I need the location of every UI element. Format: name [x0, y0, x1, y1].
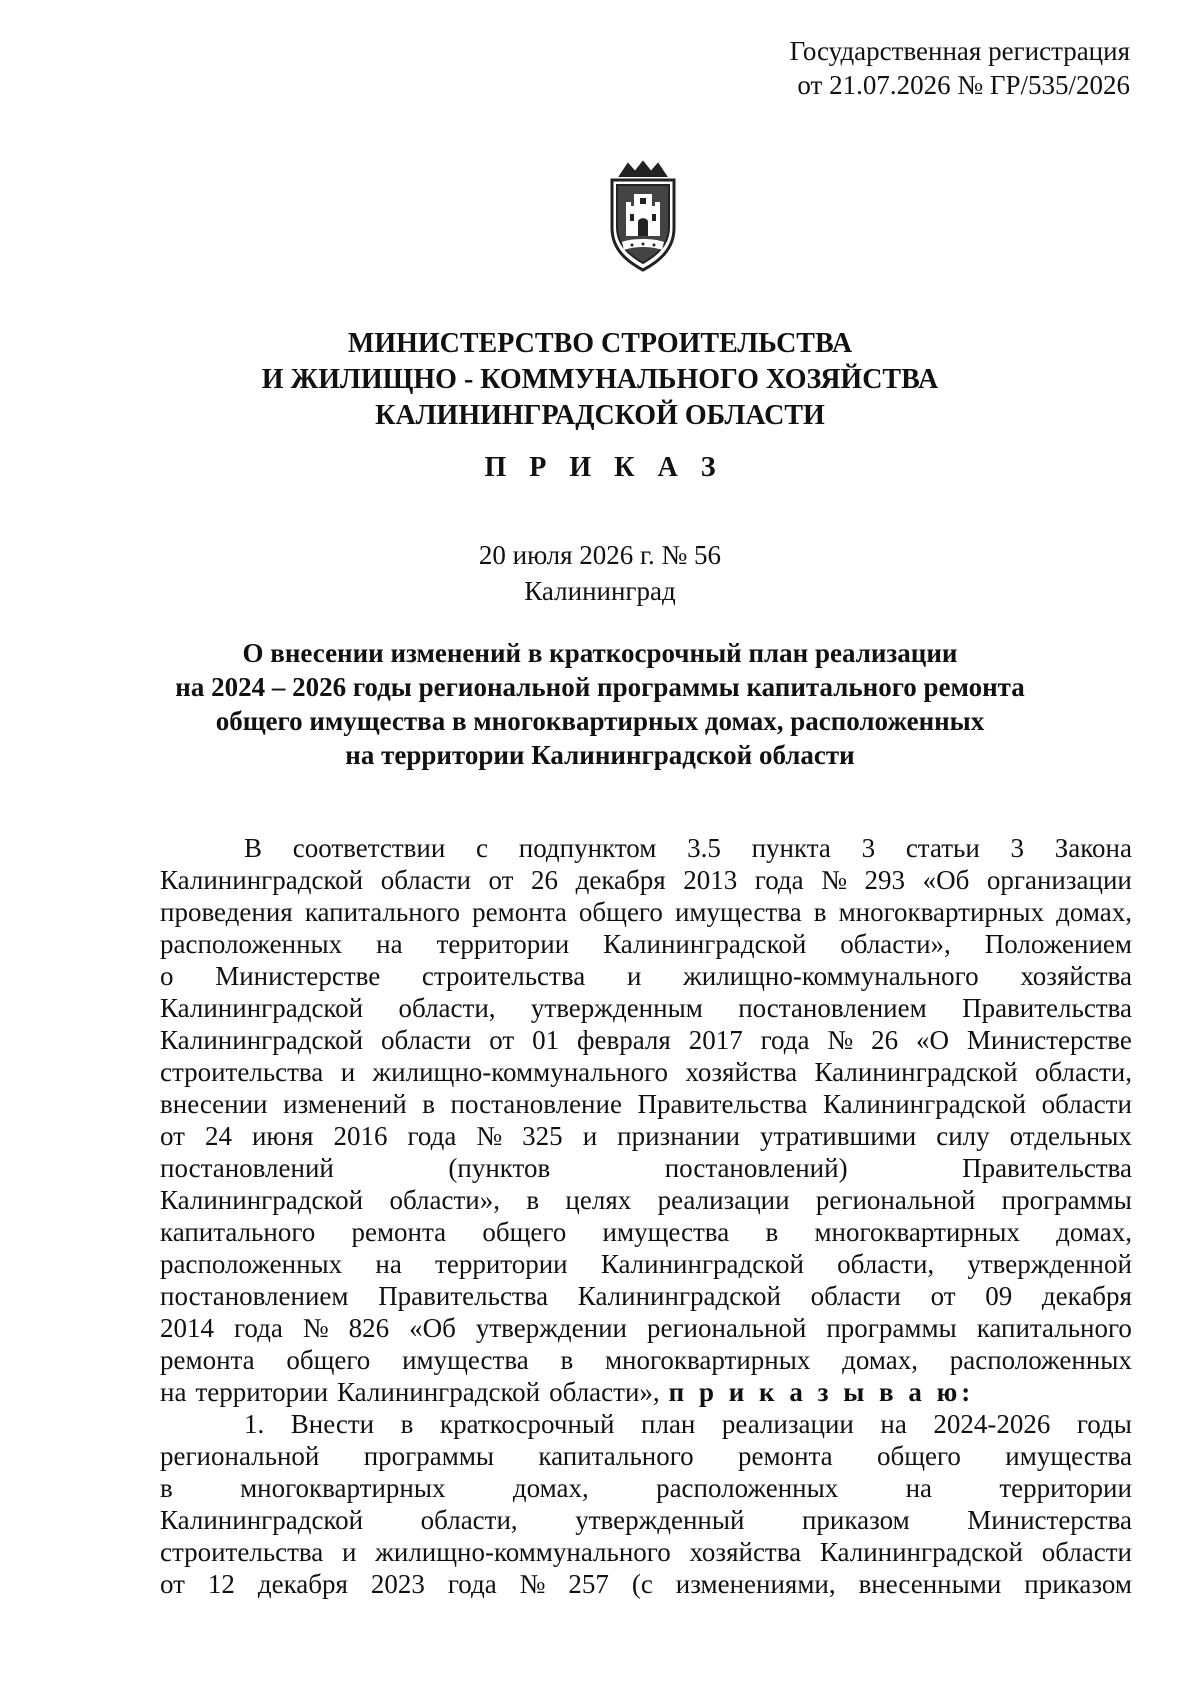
body-word: соответствии [292, 833, 446, 863]
body-word: Калининградской [819, 1537, 1023, 1567]
body-word: на [375, 1249, 402, 1279]
body-word: хозяйства [685, 1057, 798, 1087]
body-word: Калининградской [822, 1089, 1027, 1119]
body-word: территории [435, 1249, 568, 1279]
body-text-line [160, 1504, 1132, 1536]
body-word: территории [195, 1377, 329, 1407]
body-word: Внести [290, 1409, 375, 1439]
subject-line: на территории Калининградской области [345, 740, 855, 770]
coat-of-arms-kaliningrad-region-icon [598, 158, 688, 276]
body-word: Калининградской [577, 1281, 781, 1311]
body-word: (пунктов [448, 1153, 551, 1183]
order-subject [0, 636, 1200, 772]
body-word: на [880, 1409, 907, 1439]
body-word: территории [436, 929, 570, 959]
body-word: «Об [922, 865, 970, 895]
subject-line: О внесении изменений в краткосрочный план реализации [242, 638, 958, 668]
body-text-line [160, 1440, 1132, 1472]
body-text-line [160, 1408, 1132, 1440]
body-word: ремонта [160, 1345, 255, 1375]
body-word: капитального [160, 1217, 316, 1247]
body-text-line [160, 896, 1132, 928]
body-word: «Об [409, 1313, 456, 1343]
body-word: 2013 [683, 865, 738, 895]
body-word: Закона [1054, 833, 1132, 863]
body-word: программы [1001, 1185, 1132, 1215]
body-word: 2023 [370, 1569, 425, 1599]
body-word: домах, [512, 1473, 589, 1503]
body-word: изменениями, [675, 1569, 836, 1599]
body-word: пункта [751, 833, 831, 863]
body-word: целях [565, 1185, 632, 1215]
body-word: капитального [976, 1313, 1132, 1343]
body-word: расположенных [949, 1345, 1132, 1375]
body-word: области [381, 1025, 472, 1055]
body-word: 3.5 [687, 833, 721, 863]
body-word: о [160, 961, 174, 991]
order-body [160, 832, 1132, 1600]
body-word: хозяйства [1020, 961, 1132, 991]
body-word: Правительства [962, 993, 1132, 1023]
body-word: от [489, 1025, 515, 1055]
order-city: Калининград [524, 576, 676, 606]
body-word: от [930, 1281, 956, 1311]
body-word: области», [840, 929, 951, 959]
body-text-line [160, 960, 1132, 992]
registration-title: Государственная регистрация [789, 36, 1130, 66]
body-word: 26 [871, 1025, 899, 1055]
body-word: статьи [905, 833, 980, 863]
body-word: от [160, 1121, 185, 1151]
body-word: 325 [522, 1121, 563, 1151]
registration-number: от 21.07.2026 № ГР/535/2026 [797, 70, 1130, 100]
body-word: 09 [985, 1281, 1013, 1311]
body-word: капитального [304, 897, 461, 927]
body-word: 826 [348, 1313, 390, 1343]
body-word: многоквартирных [604, 1345, 811, 1375]
body-word: общего [482, 1217, 567, 1247]
body-text-line [160, 1024, 1132, 1056]
body-word: в [560, 1345, 574, 1375]
body-text-line [160, 832, 1132, 864]
body-word: с [476, 833, 489, 863]
body-word: постановлений [160, 1153, 334, 1183]
body-word: на [160, 1377, 187, 1407]
body-word: декабря [1041, 1281, 1132, 1311]
body-word: имущества [602, 1217, 730, 1247]
body-word: в [765, 1217, 779, 1247]
body-text-line [160, 1120, 1132, 1152]
body-text-line [160, 1248, 1132, 1280]
body-word: области, [837, 1249, 935, 1279]
body-word: имущества [402, 1345, 529, 1375]
body-word: Калининградской [337, 1377, 541, 1407]
body-word: Калининградской [160, 865, 364, 895]
body-word: и [342, 1537, 357, 1567]
document-type: П Р И К А З [484, 452, 724, 483]
body-word: 24 [204, 1121, 232, 1151]
body-word: 2014 [160, 1313, 214, 1343]
body-word: и [582, 1121, 598, 1151]
body-word: года [760, 1025, 810, 1055]
body-word: организации [986, 865, 1132, 895]
body-word: области [380, 865, 471, 895]
body-word: общего [578, 897, 663, 927]
body-word: «О [915, 1025, 949, 1055]
body-word: от [488, 865, 514, 895]
body-word: 01 [532, 1025, 560, 1055]
body-word: приказом [801, 1505, 910, 1535]
body-word: многоквартирных [814, 1217, 1020, 1247]
body-word: Правительства [962, 1153, 1132, 1183]
body-word: программы [826, 1313, 957, 1343]
body-word: жилищно-коммунального [372, 1057, 669, 1087]
body-word: февраля [576, 1025, 671, 1055]
body-word: домах, [1056, 897, 1132, 927]
body-word: от [160, 1569, 185, 1599]
body-text-line [160, 1184, 1132, 1216]
body-word: в [400, 1409, 414, 1439]
body-word: на [905, 1473, 933, 1503]
body-word: года [447, 1569, 497, 1599]
body-word: внесенными [858, 1569, 1002, 1599]
body-word: капитального [538, 1441, 694, 1471]
body-word: № [519, 1569, 546, 1599]
state-registration-stamp [790, 34, 1130, 102]
body-word: утверждении [475, 1313, 627, 1343]
body-word: региональной [815, 1185, 976, 1215]
body-word: имущества [674, 897, 802, 927]
ministry-name-line: МИНИСТЕРСТВО СТРОИТЕЛЬСТВА [347, 328, 853, 359]
body-word: подпунктом [518, 833, 657, 863]
body-word: утвержденной [967, 1249, 1132, 1279]
body-text-line [160, 1280, 1132, 1312]
body-word: Правительства [378, 1281, 549, 1311]
body-text-line [160, 1568, 1132, 1600]
subject-line: на 2024 – 2026 годы региональной программы капитального ремонта [175, 672, 1025, 702]
body-word: Правительства [637, 1089, 808, 1119]
ministry-name [0, 326, 1200, 434]
body-word: 1. [244, 1409, 265, 1439]
body-word: Министерства [967, 1505, 1132, 1535]
body-word: 2024-2026 [933, 1409, 1051, 1439]
body-word: постановление [450, 1089, 622, 1119]
body-word: В [244, 833, 263, 863]
body-text-line [160, 1056, 1132, 1088]
body-word: Калининградской [814, 1057, 1018, 1087]
body-word: области, [420, 1505, 518, 1535]
body-word: домах, [1056, 1217, 1132, 1247]
body-word: жилищно-коммунального [683, 961, 979, 991]
body-text-line [160, 864, 1132, 896]
body-word: года [754, 865, 804, 895]
body-word: региональной [646, 1313, 807, 1343]
body-text-line [160, 1216, 1132, 1248]
body-word: приказом [1024, 1569, 1132, 1599]
body-word: постановлением [738, 993, 927, 1023]
body-word: области [1041, 1089, 1132, 1119]
body-word: годы [1076, 1409, 1132, 1439]
body-word: и [340, 1057, 356, 1087]
subject-line: общего имущества в многоквартирных домах, расположенных [215, 706, 985, 736]
body-word: области, [1034, 1057, 1132, 1087]
date-and-place [0, 537, 1200, 609]
body-word: план [641, 1409, 696, 1439]
body-word: 257 [568, 1569, 609, 1599]
body-word: территории [999, 1473, 1132, 1503]
body-word: 293 [864, 865, 906, 895]
body-word: расположенных [160, 1249, 343, 1279]
body-word: Министерстве [215, 961, 381, 991]
body-text-line [160, 928, 1132, 960]
body-word: Калининградской [160, 1505, 364, 1535]
body-word: общего [877, 1441, 961, 1471]
body-word: года [407, 1121, 457, 1151]
body-word: реализации [657, 1185, 790, 1215]
body-word: общего [286, 1345, 371, 1375]
body-word: декабря [575, 865, 666, 895]
body-word: Министерстве [966, 1025, 1132, 1055]
body-word: в [813, 897, 827, 927]
body-word: утвержденным [530, 993, 703, 1023]
body-word: изменений [283, 1089, 407, 1119]
body-word: многоквартирных [240, 1473, 446, 1503]
body-word: области, [398, 993, 496, 1023]
body-word: жилищно-коммунального [375, 1537, 671, 1567]
body-word: строительства [160, 1057, 324, 1087]
body-word: и [626, 961, 642, 991]
order-date-number: 20 июля 2026 г. № 56 [478, 540, 722, 570]
body-word: имущества [1005, 1441, 1132, 1471]
body-word: строительства [421, 961, 586, 991]
order-verb: п р и к а з ы в а ю: [668, 1377, 975, 1407]
body-word: Калининградской [600, 1249, 804, 1279]
body-word: № [476, 1121, 503, 1151]
body-word: на [376, 929, 403, 959]
body-word: многоквартирных [838, 897, 1044, 927]
body-word: области [1041, 1537, 1132, 1567]
body-word: года [234, 1313, 283, 1343]
body-word: 3 [861, 833, 876, 863]
body-word: расположенных [160, 929, 343, 959]
body-word: утратившими [760, 1121, 917, 1151]
body-word: Калининградской [160, 1025, 364, 1055]
body-word: области», [389, 1185, 500, 1215]
body-text-line [160, 992, 1132, 1024]
body-word: ремонта [738, 1441, 833, 1471]
body-word: хозяйства [689, 1537, 802, 1567]
body-text-line [160, 1152, 1132, 1184]
body-text-line [160, 1088, 1132, 1120]
body-word: ремонта [351, 1217, 447, 1247]
body-word: № [302, 1313, 329, 1343]
body-word: постановлений) [664, 1153, 848, 1183]
body-text-line [160, 1472, 1132, 1504]
body-word: 2016 [333, 1121, 388, 1151]
body-word: постановлением [160, 1281, 349, 1311]
body-word: признании [617, 1121, 741, 1151]
body-word: Калининградской [160, 993, 364, 1023]
body-text-line [160, 1312, 1132, 1344]
body-word: № [821, 865, 847, 895]
ministry-name-line: КАЛИНИНГРАДСКОЙ ОБЛАСТИ [375, 400, 825, 431]
body-word: июня [251, 1121, 314, 1151]
body-word: домах, [842, 1345, 918, 1375]
body-word: программы [363, 1441, 495, 1471]
body-word: силу [936, 1121, 990, 1151]
body-word: 12 [207, 1569, 235, 1599]
body-word: 3 [1010, 833, 1025, 863]
body-word: области», [549, 1377, 660, 1407]
body-word: внесении [160, 1089, 268, 1119]
body-word: краткосрочный [439, 1409, 615, 1439]
body-text-line [160, 1344, 1132, 1376]
body-word: расположенных [656, 1473, 839, 1503]
body-word: ремонта [472, 897, 567, 927]
body-word: 2017 [688, 1025, 743, 1055]
body-word: (с [631, 1569, 653, 1599]
body-word: в [526, 1185, 540, 1215]
body-word: Положением [984, 929, 1132, 959]
body-word: в [160, 1473, 173, 1503]
body-word: строительства [160, 1537, 324, 1567]
body-text-line [160, 1376, 1132, 1408]
body-word: отдельных [1009, 1121, 1132, 1151]
body-word: № [827, 1025, 854, 1055]
body-word: региональной [160, 1441, 320, 1471]
body-word: Калининградской [160, 1185, 364, 1215]
body-word: области [810, 1281, 901, 1311]
ministry-name-line: И ЖИЛИЩНО - КОММУНАЛЬНОГО ХОЗЯЙСТВА [261, 364, 939, 395]
body-word: реализации [721, 1409, 854, 1439]
body-text-line [160, 1536, 1132, 1568]
body-word: проведения [160, 897, 293, 927]
body-word: Калининградской [603, 929, 807, 959]
body-word: в [422, 1089, 435, 1119]
body-word: декабря [257, 1569, 348, 1599]
body-word: 26 [531, 865, 559, 895]
body-word: утвержденный [575, 1505, 745, 1535]
